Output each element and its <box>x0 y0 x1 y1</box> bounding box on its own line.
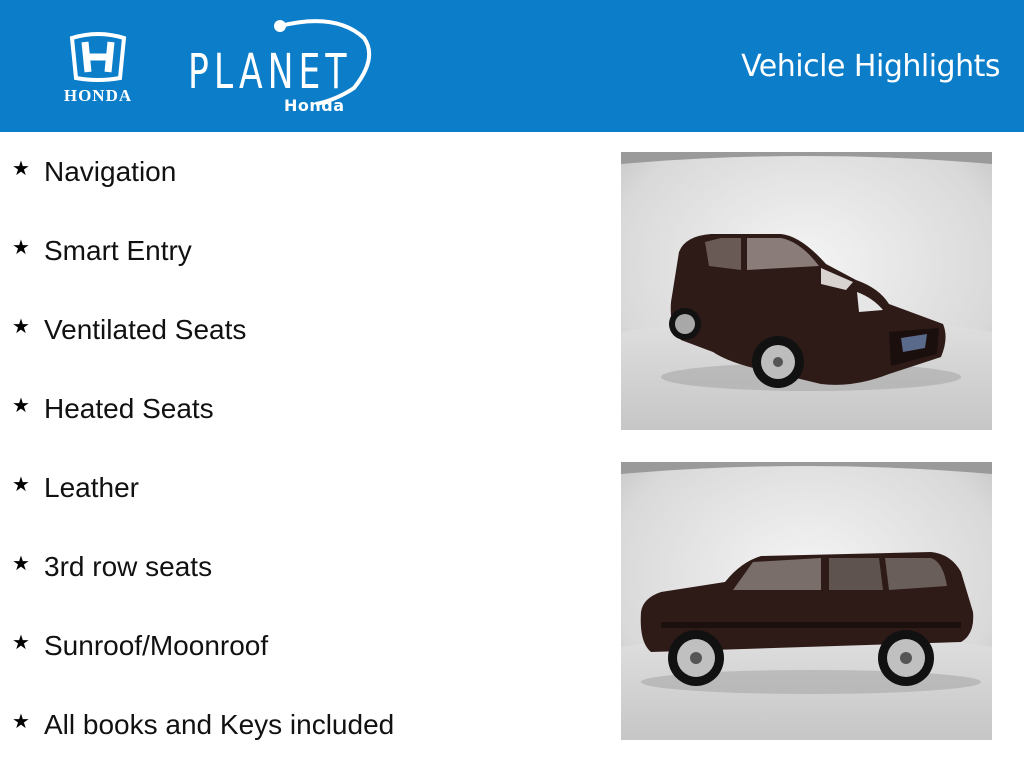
highlight-label: Heated Seats <box>44 393 214 424</box>
planet-honda-subtitle: Honda <box>284 96 345 115</box>
star-icon: ★ <box>12 474 30 496</box>
list-item <box>12 304 394 383</box>
list-item <box>12 620 394 699</box>
list-item <box>12 541 394 620</box>
highlight-label: Leather <box>44 472 139 503</box>
star-icon: ★ <box>12 632 30 654</box>
highlights-list <box>12 146 394 778</box>
highlight-label: Navigation <box>44 156 177 187</box>
list-item <box>12 225 394 304</box>
highlight-label: Smart Entry <box>44 235 192 266</box>
page-header <box>0 0 1024 132</box>
star-icon: ★ <box>12 316 30 338</box>
planet-honda-logo <box>186 18 376 118</box>
planet-wordmark: PLANET <box>188 44 352 100</box>
honda-wordmark: HONDA <box>63 86 133 105</box>
vehicle-side-profile-photo <box>621 462 992 740</box>
list-item <box>12 146 394 225</box>
list-item <box>12 462 394 541</box>
page-title: Vehicle Highlights <box>741 49 1000 84</box>
star-icon: ★ <box>12 158 30 180</box>
honda-h-icon <box>68 32 128 82</box>
star-icon: ★ <box>12 553 30 575</box>
star-icon: ★ <box>12 711 30 733</box>
star-icon: ★ <box>12 237 30 259</box>
list-item <box>12 699 394 778</box>
vehicle-front-three-quarter-photo <box>621 152 992 430</box>
highlight-label: All books and Keys included <box>44 709 395 740</box>
honda-logo <box>42 32 154 104</box>
highlight-label: Ventilated Seats <box>44 314 247 345</box>
highlight-label: 3rd row seats <box>44 551 213 582</box>
star-icon: ★ <box>12 395 30 417</box>
list-item <box>12 383 394 462</box>
highlight-label: Sunroof/Moonroof <box>44 630 269 661</box>
